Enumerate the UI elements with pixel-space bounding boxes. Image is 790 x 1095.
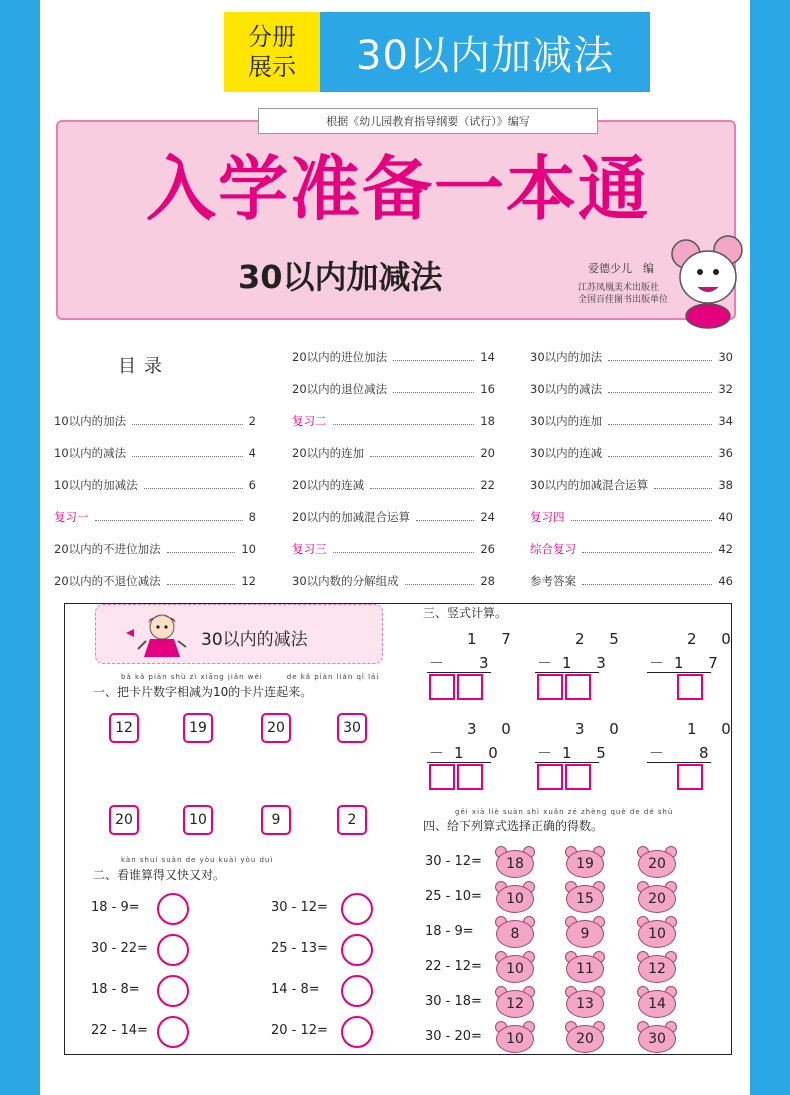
choice-equation: 30 - 18=	[425, 994, 482, 1009]
volume-title: 30以内加减法	[320, 12, 650, 92]
bear-option-value: 10	[496, 955, 534, 983]
bear-option-value: 15	[566, 885, 604, 913]
right-blue-border	[750, 0, 790, 1095]
toc-entry-page: 32	[718, 382, 733, 396]
toc-entry-label: 10以内的减法	[54, 446, 127, 460]
vertical-top-number: 3 0	[575, 720, 629, 738]
vertical-top-number: 2 5	[575, 630, 629, 648]
cover-subtitle: 30以内加减法	[238, 258, 443, 296]
bear-option[interactable]	[637, 1021, 677, 1053]
bear-option[interactable]	[565, 846, 605, 878]
vertical-bottom-number: －1 5	[537, 744, 616, 762]
vertical-divider-line	[535, 762, 599, 763]
toc-entry-page: 26	[480, 542, 495, 556]
toc-entry-label: 30以内的减法	[530, 382, 603, 396]
toc-entry-label: 30以内数的分解组成	[292, 574, 399, 588]
toc-entry[interactable]	[292, 571, 495, 591]
q2-pinyin: kàn shuí suàn de yòu kuài yòu duì	[121, 856, 274, 864]
toc-entry-page: 22	[480, 478, 495, 492]
toc-entry-label: 20以内的进位加法	[292, 350, 388, 364]
toc-entry[interactable]	[530, 347, 733, 367]
bear-option-value: 14	[638, 990, 676, 1018]
answer-box[interactable]	[565, 764, 591, 790]
answer-circle[interactable]	[157, 975, 189, 1007]
toc-entry-label: 10以内的加减法	[54, 478, 138, 492]
bear-option[interactable]	[495, 1021, 535, 1053]
bear-option-value: 20	[566, 1025, 604, 1053]
choice-equation: 30 - 20=	[425, 1029, 482, 1044]
left-blue-border	[0, 0, 40, 1095]
toc-entry[interactable]	[530, 571, 733, 591]
toc-dot-leader	[370, 449, 474, 457]
toc-entry-label: 复习一	[54, 510, 89, 524]
toc-dot-leader	[132, 449, 243, 457]
toc-dot-leader	[393, 353, 474, 361]
toc-dot-leader	[370, 481, 474, 489]
answer-circle[interactable]	[341, 1016, 373, 1048]
vertical-top-number: 1 7	[467, 630, 521, 648]
bear-option[interactable]	[495, 846, 535, 878]
choice-equation: 25 - 10=	[425, 889, 482, 904]
toc-entry-page: 2	[248, 414, 256, 428]
toc-entry-label: 参考答案	[530, 574, 576, 588]
toc-dot-leader	[393, 385, 474, 393]
answer-circle[interactable]	[341, 975, 373, 1007]
toc-dot-leader	[571, 513, 713, 521]
worksheet-header	[95, 604, 383, 664]
bear-option[interactable]	[637, 951, 677, 983]
answer-circle[interactable]	[341, 893, 373, 925]
toc-entry-page: 16	[480, 382, 495, 396]
bear-option-value: 12	[638, 955, 676, 983]
equation-text: 18 - 9=	[91, 900, 140, 915]
toc-entry-label: 30以内的加减混合运算	[530, 478, 649, 492]
answer-circle[interactable]	[341, 934, 373, 966]
bear-option[interactable]	[637, 881, 677, 913]
toc-entry-label: 综合复习	[530, 542, 576, 556]
number-card[interactable]: 20	[261, 713, 291, 743]
toc-dot-leader	[132, 417, 243, 425]
toc-entry-page: 42	[718, 542, 733, 556]
bear-option-value: 10	[496, 885, 534, 913]
answer-box[interactable]	[429, 674, 455, 700]
book-cover	[56, 115, 736, 320]
toc-entry-label: 复习四	[530, 510, 565, 524]
equation-text: 20 - 12=	[271, 1023, 328, 1038]
answer-circle[interactable]	[157, 934, 189, 966]
bear-option[interactable]	[637, 916, 677, 948]
bear-option[interactable]	[637, 986, 677, 1018]
toc-entry-label: 20以内的不退位减法	[54, 574, 161, 588]
bear-option-value: 20	[638, 885, 676, 913]
number-card[interactable]: 19	[183, 713, 213, 743]
bear-option[interactable]	[565, 951, 605, 983]
bear-option-value: 18	[496, 850, 534, 878]
toc-dot-leader	[333, 545, 475, 553]
cover-publisher	[578, 282, 668, 306]
toc-entry-page: 28	[480, 574, 495, 588]
volume-tag-line1: 分册	[248, 23, 296, 51]
number-card[interactable]: 10	[183, 805, 213, 835]
toc-dot-leader	[654, 481, 712, 489]
toc-entry-page: 20	[480, 446, 495, 460]
toc-entry[interactable]	[54, 507, 256, 527]
toc-entry-label: 30以内的连减	[530, 446, 603, 460]
toc-entry-label: 30以内的连加	[530, 414, 603, 428]
worksheet-title: 30以内的减法	[201, 630, 308, 650]
bear-option-value: 10	[496, 1025, 534, 1053]
cover-main-title: 入学准备一本通	[146, 148, 650, 230]
equation-text: 18 - 8=	[91, 982, 140, 997]
vertical-divider-line	[535, 672, 599, 673]
answer-circle[interactable]	[157, 893, 189, 925]
answer-box[interactable]	[537, 764, 563, 790]
toc-entry[interactable]	[54, 571, 256, 591]
toc-entry[interactable]	[292, 379, 495, 399]
answer-box[interactable]	[677, 764, 703, 790]
bear-option[interactable]	[637, 846, 677, 878]
bear-option[interactable]	[565, 986, 605, 1018]
toc-entry[interactable]	[530, 475, 733, 495]
bear-option-value: 19	[566, 850, 604, 878]
answer-box[interactable]	[457, 674, 483, 700]
toc-entry[interactable]	[530, 411, 733, 431]
toc-dot-leader	[582, 545, 712, 553]
toc-dot-leader	[167, 577, 236, 585]
toc-entry-page: 30	[718, 350, 733, 364]
bear-option-value: 11	[566, 955, 604, 983]
toc-entry-label: 复习二	[292, 414, 327, 428]
choice-equation: 30 - 12=	[425, 854, 482, 869]
sample-worksheet	[64, 603, 741, 1055]
toc-entry[interactable]	[54, 475, 256, 495]
choice-equation: 22 - 12=	[425, 959, 482, 974]
publisher-award: 全国百佳图书出版单位	[578, 295, 669, 305]
toc-dot-leader	[582, 577, 712, 585]
toc-entry[interactable]	[530, 443, 733, 463]
cover-note: 根据《幼儿园教育指导纲要（试行）》编写	[258, 108, 598, 134]
vertical-top-number: 3 0	[467, 720, 521, 738]
bear-option-value: 13	[566, 990, 604, 1018]
toc-entry-label: 20以内的退位减法	[292, 382, 388, 396]
vertical-divider-line	[427, 672, 491, 673]
toc-entry-page: 4	[248, 446, 256, 460]
toc-entry[interactable]	[54, 443, 256, 463]
toc-entry-page: 46	[718, 574, 733, 588]
bear-option-value: 9	[566, 920, 604, 948]
number-card[interactable]: 12	[109, 713, 139, 743]
equation-text: 30 - 22=	[91, 941, 148, 956]
answer-box[interactable]	[565, 674, 591, 700]
mouse-mascot-icon	[668, 232, 748, 332]
girl-mascot-icon	[124, 611, 190, 663]
number-card[interactable]: 20	[109, 805, 139, 835]
bear-option[interactable]	[495, 986, 535, 1018]
toc-entry[interactable]	[530, 507, 733, 527]
cover-author: 爱德少儿 编	[588, 262, 654, 275]
bear-option-value: 10	[638, 920, 676, 948]
number-card[interactable]: 30	[337, 713, 367, 743]
toc-entry[interactable]	[292, 443, 495, 463]
q1-text: 一、把卡片数字相减为10的卡片连起来。	[93, 685, 313, 699]
toc-dot-leader	[405, 577, 475, 585]
toc-entry[interactable]	[292, 507, 495, 527]
answer-box[interactable]	[537, 674, 563, 700]
toc-entry[interactable]	[292, 539, 495, 559]
equation-text: 22 - 14=	[91, 1023, 148, 1038]
vertical-divider-line	[647, 762, 711, 763]
answer-box[interactable]	[429, 764, 455, 790]
toc-entry-page: 36	[718, 446, 733, 460]
vertical-divider-line	[427, 762, 491, 763]
bear-option-value: 8	[496, 920, 534, 948]
toc-entry-page: 12	[241, 574, 256, 588]
toc-entry-label: 10以内的加法	[54, 414, 127, 428]
toc-dot-leader	[333, 417, 475, 425]
toc-dot-leader	[416, 513, 474, 521]
vertical-bottom-number: － 8	[649, 744, 719, 762]
vertical-bottom-number: － 3	[429, 654, 499, 672]
bear-option[interactable]	[495, 881, 535, 913]
toc-dot-leader	[167, 545, 236, 553]
toc-entry-page: 24	[480, 510, 495, 524]
equation-text: 14 - 8=	[271, 982, 320, 997]
answer-box[interactable]	[457, 764, 483, 790]
bear-option[interactable]	[495, 916, 535, 948]
toc-entry-label: 20以内的不进位加法	[54, 542, 161, 556]
toc-entry[interactable]	[292, 475, 495, 495]
q3-text: 三、竖式计算。	[423, 606, 508, 620]
toc-dot-leader	[608, 385, 712, 393]
q1-pinyin: bǎ kǎ piàn shù zì xiāng jiǎn wéi de kǎ piàn lián qǐ lái	[121, 673, 380, 681]
toc-entry[interactable]	[292, 347, 495, 367]
toc-entry-label: 20以内的加减混合运算	[292, 510, 411, 524]
vertical-bottom-number: －1 3	[537, 654, 616, 672]
toc-entry-label: 20以内的连加	[292, 446, 365, 460]
toc-dot-leader	[608, 353, 712, 361]
toc-entry-page: 34	[718, 414, 733, 428]
volume-tag	[224, 12, 320, 92]
vertical-bottom-number: －1 0	[429, 744, 508, 762]
toc-entry[interactable]	[292, 411, 495, 431]
choice-equation: 18 - 9=	[425, 924, 474, 939]
toc-entry-page: 14	[480, 350, 495, 364]
number-card[interactable]: 2	[337, 805, 367, 835]
bear-option-value: 30	[638, 1025, 676, 1053]
volume-tag-line2: 展示	[248, 53, 296, 81]
bear-option-value: 12	[496, 990, 534, 1018]
vertical-top-number: 1 0	[687, 720, 741, 738]
toc-entry-label: 复习三	[292, 542, 327, 556]
q4-pinyin: gěi xià liè suàn shì xuǎn zé zhèng què de dé shù	[455, 808, 674, 816]
q2-text: 二、看谁算得又快又对。	[93, 868, 226, 882]
answer-circle[interactable]	[157, 1016, 189, 1048]
toc-entry-page: 6	[248, 478, 256, 492]
answer-box[interactable]	[677, 674, 703, 700]
toc-dot-leader	[144, 481, 243, 489]
equation-text: 25 - 13=	[271, 941, 328, 956]
toc-entry-label: 30以内的加法	[530, 350, 603, 364]
toc-title: 目录	[118, 356, 170, 377]
bear-option-value: 20	[638, 850, 676, 878]
toc-entry[interactable]	[530, 539, 733, 559]
vertical-top-number: 2 0	[687, 630, 741, 648]
toc-entry-page: 38	[718, 478, 733, 492]
toc-dot-leader	[608, 417, 712, 425]
toc-entry-page: 10	[241, 542, 256, 556]
toc-entry[interactable]	[54, 539, 256, 559]
toc-entry-page: 18	[480, 414, 495, 428]
vertical-bottom-number: －1 7	[649, 654, 728, 672]
toc-entry-label: 20以内的连减	[292, 478, 365, 492]
q4-text: 四、给下列算式选择正确的得数。	[423, 819, 604, 833]
toc-dot-leader	[95, 513, 243, 521]
bear-option[interactable]	[565, 1021, 605, 1053]
bear-option[interactable]	[565, 881, 605, 913]
bear-option[interactable]	[495, 951, 535, 983]
bear-option[interactable]	[565, 916, 605, 948]
toc-entry[interactable]	[530, 379, 733, 399]
toc-entry[interactable]	[54, 411, 256, 431]
vertical-divider-line	[647, 672, 711, 673]
number-card[interactable]: 9	[261, 805, 291, 835]
publisher-name: 江苏凤凰美术出版社	[578, 283, 660, 293]
equation-text: 30 - 12=	[271, 900, 328, 915]
toc-dot-leader	[608, 449, 712, 457]
toc-entry-page: 40	[718, 510, 733, 524]
toc-entry-page: 8	[248, 510, 256, 524]
